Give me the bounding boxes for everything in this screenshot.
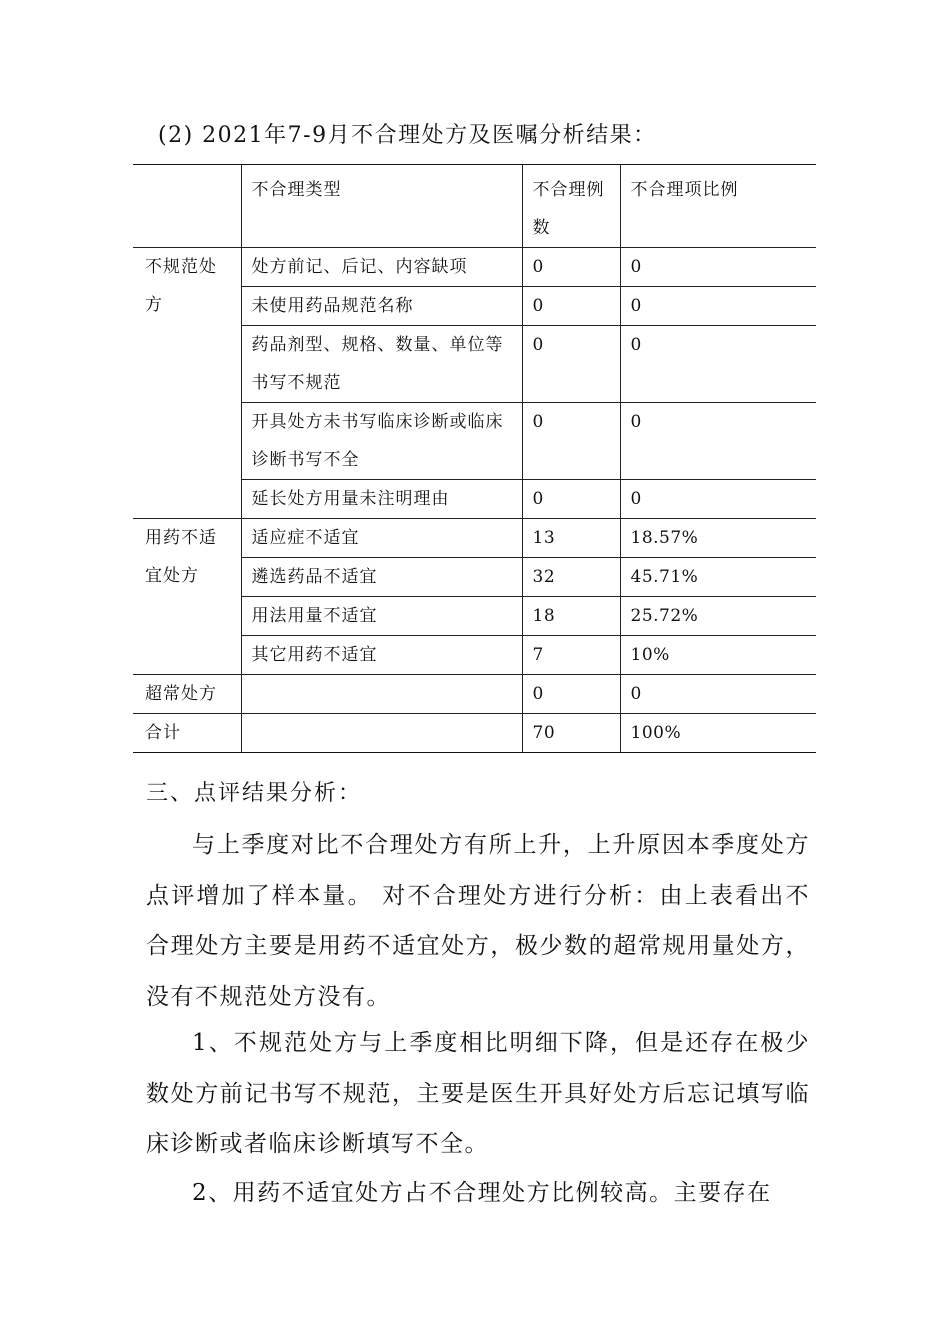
- paragraph: 2、用药不适宜处方占不合理处方比例较高。主要存在: [192, 1180, 772, 1206]
- row-ratio: 100%: [620, 714, 816, 753]
- row-ratio: 0: [620, 403, 816, 480]
- row-count: 7: [522, 636, 620, 675]
- row-type: 其它用药不适宜: [241, 636, 522, 675]
- header-ratio: 不合理项比例: [620, 165, 816, 248]
- row-type: 处方前记、后记、内容缺项: [241, 248, 522, 287]
- header-type: 不合理类型: [241, 165, 522, 248]
- row-ratio: 0: [620, 480, 816, 519]
- row-count: 32: [522, 558, 620, 597]
- row-ratio: 18.57%: [620, 519, 816, 558]
- category-excessive: 超常处方: [133, 675, 241, 714]
- section-heading: 三、点评结果分析：: [146, 781, 363, 806]
- table-row-total: [133, 714, 816, 753]
- header-category: [133, 165, 241, 248]
- row-count: 0: [522, 326, 620, 403]
- row-count: 70: [522, 714, 620, 753]
- row-type: [241, 675, 522, 714]
- category-inappropriate: 用药不适宜处方: [133, 519, 241, 675]
- row-ratio: 0: [620, 287, 816, 326]
- table-caption: (2) 2021年7-9月不合理处方及医嘱分析结果：: [158, 123, 657, 148]
- row-count: 0: [522, 248, 620, 287]
- row-type: 适应症不适宜: [241, 519, 522, 558]
- row-ratio: 0: [620, 326, 816, 403]
- category-total: 合计: [133, 714, 241, 753]
- row-ratio: 25.72%: [620, 597, 816, 636]
- table-header-row: [133, 165, 816, 248]
- row-type: 开具处方未书写临床诊断或临床诊断书写不全: [241, 403, 522, 480]
- row-type: 延长处方用量未注明理由: [241, 480, 522, 519]
- irrational-prescription-table: [133, 164, 816, 753]
- table-row: [133, 519, 816, 558]
- row-count: 0: [522, 403, 620, 480]
- row-count: 13: [522, 519, 620, 558]
- row-ratio: 10%: [620, 636, 816, 675]
- row-ratio: 0: [620, 248, 816, 287]
- category-nonstandard: 不规范处方: [133, 248, 241, 519]
- row-count: 18: [522, 597, 620, 636]
- paragraph: 1、不规范处方与上季度相比明细下降，但是还存在极少数处方前记书写不规范，主要是医生开具好处方后忘记填写临床诊断或者临床诊断填写不全。: [146, 1030, 810, 1157]
- row-count: 0: [522, 675, 620, 714]
- header-count: 不合理例数: [522, 165, 620, 248]
- row-type: 遴选药品不适宜: [241, 558, 522, 597]
- table-row-excessive: [133, 675, 816, 714]
- row-count: 0: [522, 287, 620, 326]
- row-ratio: 45.71%: [620, 558, 816, 597]
- row-type: [241, 714, 522, 753]
- table-row: [133, 248, 816, 287]
- row-type: 药品剂型、规格、数量、单位等书写不规范: [241, 326, 522, 403]
- paragraph: 与上季度对比不合理处方有所上升，上升原因本季度处方点评增加了样本量。 对不合理处方进行分析：由上表看出不合理处方主要是用药不适宜处方，极少数的超常规用量处方，没有不规范处方没有。: [146, 832, 810, 1010]
- row-ratio: 0: [620, 675, 816, 714]
- row-type: 用法用量不适宜: [241, 597, 522, 636]
- row-count: 0: [522, 480, 620, 519]
- row-type: 未使用药品规范名称: [241, 287, 522, 326]
